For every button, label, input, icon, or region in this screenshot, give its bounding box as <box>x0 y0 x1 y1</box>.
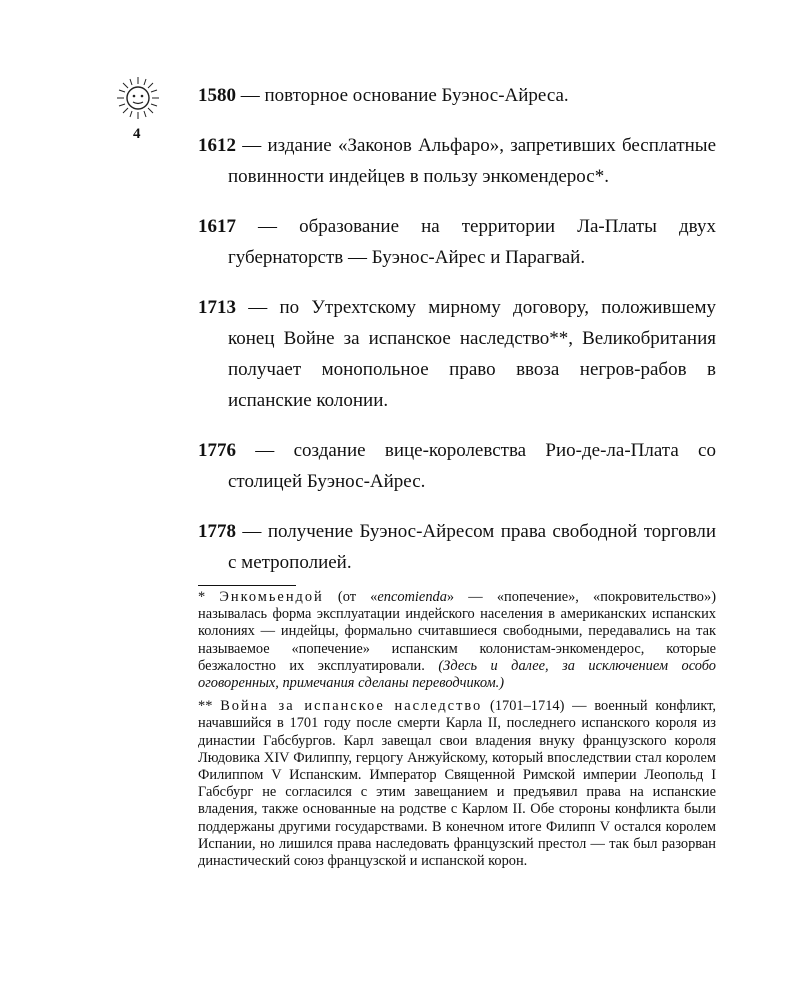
footnote-body: » — «попечение», «покровительство») называлась форма эксплуатации индейского населения в американских испанских колониях — индейцы, формально считавшиеся свободными, передавались на так называемое «попечение» испанским колонистам-энкомендерос, которые безжалостно их эксплуатировали. <box>198 589 716 674</box>
entry-year: 1617 <box>198 216 236 237</box>
sun-ornament-icon <box>116 76 160 120</box>
entry-text: — повторное основание Буэнос-Айреса. <box>236 85 569 106</box>
entry-year: 1713 <box>198 297 236 318</box>
footnote-term: Энкомьендой <box>219 589 324 605</box>
entry-year: 1580 <box>198 85 236 106</box>
chronology-entry <box>198 211 716 273</box>
footnote-body: (1701–1714) — военный конфликт, начавшийся в 1701 году после смерти Карла II, последнего испанского короля из династии Габсбургов. Карл завещал свои владения внуку французского короля Людовика XIV Филиппу, герцогу Анжуйскому, который впоследствии стал королем Филиппом V Испанским. Император Священной Римской империи Леопольд I Габсбург не согласился с этим завещанием и предъявил права на испанские владения, также основанные на родстве с Карлом II. Обе стороны конфликта были поддержаны другими государствами. В конечном итоге Филипп V остался королем Испании, но лишился права наследовать французский престол — так был разорван династический союз французской и испанской корон. <box>198 698 716 870</box>
footnote-succession-war <box>198 698 716 870</box>
footnote-term: Война за испанское наследство <box>220 698 483 715</box>
entry-text: — издание «Законов Альфаро», запретивших бесплатные повинности индейцев в пользу энкомендерос*. <box>228 135 716 187</box>
chronology-entry <box>198 516 716 578</box>
footnote-encomienda <box>198 589 716 692</box>
entry-year: 1778 <box>198 521 236 542</box>
chronology-list <box>198 80 716 578</box>
chronology-entry <box>198 80 716 111</box>
translator-note: (Здесь и далее, за исключением особо оговоренных, примечания сделаны переводчиком.) <box>198 657 717 692</box>
footnotes <box>198 589 716 870</box>
footnote-mark: * <box>198 589 220 605</box>
entry-text: — по Утрехтскому мирному договору, положившему конец Войне за испанское наследство**, Великобритания получает монопольное право ввоза негров-рабов в испанские колонии. <box>228 297 716 411</box>
entry-year: 1776 <box>198 440 236 461</box>
footnote-term-origin: encomienda <box>377 589 447 605</box>
chronology-entry <box>198 292 716 416</box>
entry-year: 1612 <box>198 135 236 156</box>
footnote-divider <box>198 585 296 586</box>
chronology-entry <box>198 130 716 192</box>
entry-text: — создание вице-королевства Рио-де-ла-Плата со столицей Буэнос-Айрес. <box>228 440 716 492</box>
entry-text: — получение Буэнос-Айресом права свободной торговли с метрополией. <box>228 521 716 573</box>
page-number: 4 <box>133 126 141 142</box>
entry-text: — образование на территории Ла-Платы двух губернаторств — Буэнос-Айрес и Парагвай. <box>228 216 716 268</box>
chronology-entry <box>198 435 716 497</box>
footnote-mark: ** <box>198 698 221 715</box>
footnote-pre: (от « <box>323 589 378 605</box>
